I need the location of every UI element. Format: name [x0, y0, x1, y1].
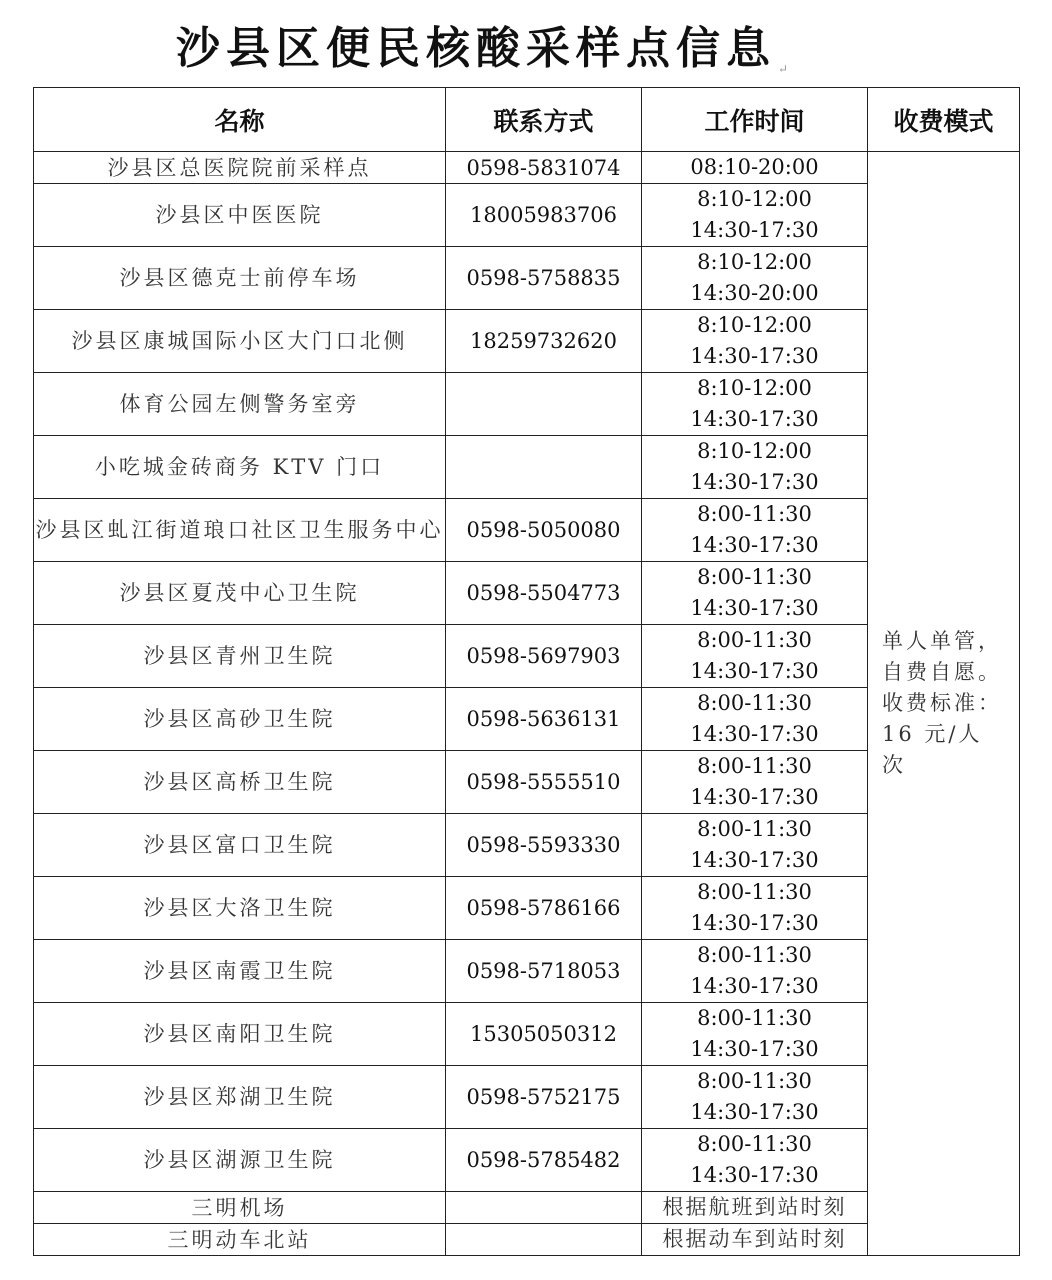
- hours-morning: 8:10-12:00: [697, 313, 812, 337]
- site-phone: [446, 373, 642, 436]
- site-name: 沙县区虬江街道琅口社区卫生服务中心: [34, 499, 446, 562]
- site-phone: 0598-5785482: [446, 1129, 642, 1192]
- hours-afternoon: 14:30-17:30: [690, 407, 819, 431]
- hours-afternoon: 14:30-17:30: [690, 974, 819, 998]
- site-phone: 18259732620: [446, 310, 642, 373]
- site-hours: [642, 877, 868, 940]
- site-phone: 15305050312: [446, 1003, 642, 1066]
- hours-morning: 8:00-11:30: [697, 1069, 812, 1093]
- hours-afternoon: 14:30-17:30: [690, 1163, 819, 1187]
- site-name: 沙县区青州卫生院: [34, 625, 446, 688]
- header-fee-mode: 收费模式: [868, 88, 1020, 152]
- site-name: 沙县区夏茂中心卫生院: [34, 562, 446, 625]
- hours-afternoon: 14:30-17:30: [690, 722, 819, 746]
- site-hours: [642, 1192, 868, 1224]
- site-hours: [642, 373, 868, 436]
- site-hours: [642, 1129, 868, 1192]
- hours-afternoon: 14:30-17:30: [690, 1037, 819, 1061]
- site-name: 沙县区湖源卫生院: [34, 1129, 446, 1192]
- site-name: 三明机场: [34, 1192, 446, 1224]
- hours-morning: 8:00-11:30: [697, 1132, 812, 1156]
- site-hours: [642, 1224, 868, 1256]
- site-phone: 0598-5555510: [446, 751, 642, 814]
- table-row: [34, 152, 1020, 184]
- site-name: 沙县区大洛卫生院: [34, 877, 446, 940]
- site-phone: 0598-5697903: [446, 625, 642, 688]
- site-name: 沙县区高桥卫生院: [34, 751, 446, 814]
- page-title-text: 沙县区便民核酸采样点信息: [175, 23, 776, 74]
- site-name: 体育公园左侧警务室旁: [34, 373, 446, 436]
- fee-mode-text: 单人单管，自费自愿。收费标准：16 元/人次: [882, 629, 1002, 777]
- table-header-row: [34, 88, 1020, 152]
- site-name: 三明动车北站: [34, 1224, 446, 1256]
- fee-mode-cell: [868, 152, 1020, 1256]
- site-phone: [446, 436, 642, 499]
- hours-morning: 8:00-11:30: [697, 565, 812, 589]
- hours-morning: 8:00-11:30: [697, 628, 812, 652]
- site-phone: 0598-5504773: [446, 562, 642, 625]
- site-hours: [642, 436, 868, 499]
- hours-morning: 8:10-12:00: [697, 187, 812, 211]
- hours-morning: 8:00-11:30: [697, 943, 812, 967]
- site-hours: [642, 152, 868, 184]
- site-hours: [642, 751, 868, 814]
- site-phone: 18005983706: [446, 184, 642, 247]
- site-phone: 0598-5636131: [446, 688, 642, 751]
- hours-afternoon: 14:30-17:30: [690, 785, 819, 809]
- header-contact: 联系方式: [446, 88, 642, 152]
- site-name: 小吃城金砖商务 KTV 门口: [34, 436, 446, 499]
- hours-afternoon: 14:30-17:30: [690, 659, 819, 683]
- site-hours: [642, 184, 868, 247]
- hours-morning: 8:00-11:30: [697, 1006, 812, 1030]
- site-name: 沙县区中医医院: [34, 184, 446, 247]
- hours-morning: 根据动车到站时刻: [662, 1227, 847, 1251]
- site-name: 沙县区南阳卫生院: [34, 1003, 446, 1066]
- site-hours: [642, 940, 868, 1003]
- site-name: 沙县区康城国际小区大门口北侧: [34, 310, 446, 373]
- hours-afternoon: 14:30-17:30: [690, 470, 819, 494]
- site-phone: 0598-5752175: [446, 1066, 642, 1129]
- site-hours: [642, 1003, 868, 1066]
- hours-morning: 8:00-11:30: [697, 691, 812, 715]
- page-title: [0, 12, 970, 76]
- hours-morning: 8:00-11:30: [697, 502, 812, 526]
- site-hours: [642, 310, 868, 373]
- site-hours: [642, 1066, 868, 1129]
- site-name: 沙县区总医院院前采样点: [34, 152, 446, 184]
- hours-morning: 8:10-12:00: [697, 439, 812, 463]
- hours-afternoon: 14:30-17:30: [690, 218, 819, 242]
- site-phone: 0598-5050080: [446, 499, 642, 562]
- hours-morning: 8:00-11:30: [697, 880, 812, 904]
- hours-morning: 根据航班到站时刻: [662, 1195, 847, 1219]
- hours-morning: 8:10-12:00: [697, 250, 812, 274]
- site-phone: 0598-5718053: [446, 940, 642, 1003]
- hours-afternoon: 14:30-20:00: [690, 281, 819, 305]
- hours-afternoon: 14:30-17:30: [690, 1100, 819, 1124]
- site-hours: [642, 562, 868, 625]
- site-phone: [446, 1224, 642, 1256]
- site-hours: [642, 688, 868, 751]
- sampling-sites-table: [33, 87, 1020, 1256]
- header-hours: 工作时间: [642, 88, 868, 152]
- site-name: 沙县区南霞卫生院: [34, 940, 446, 1003]
- header-name: 名称: [34, 88, 446, 152]
- hours-afternoon: 14:30-17:30: [690, 848, 819, 872]
- site-phone: 0598-5831074: [446, 152, 642, 184]
- site-hours: [642, 625, 868, 688]
- table-body: [34, 152, 1020, 1256]
- site-name: 沙县区郑湖卫生院: [34, 1066, 446, 1129]
- hours-afternoon: 14:30-17:30: [690, 596, 819, 620]
- site-name: 沙县区高砂卫生院: [34, 688, 446, 751]
- site-name: 沙县区德克士前停车场: [34, 247, 446, 310]
- hours-afternoon: 14:30-17:30: [690, 533, 819, 557]
- hours-morning: 8:00-11:30: [697, 817, 812, 841]
- site-hours: [642, 247, 868, 310]
- paragraph-mark-icon: ↵: [777, 62, 795, 76]
- hours-morning: 8:00-11:30: [697, 754, 812, 778]
- hours-afternoon: 14:30-17:30: [690, 344, 819, 368]
- site-phone: 0598-5786166: [446, 877, 642, 940]
- site-hours: [642, 814, 868, 877]
- hours-morning: 08:10-20:00: [690, 155, 819, 179]
- site-phone: 0598-5758835: [446, 247, 642, 310]
- site-hours: [642, 499, 868, 562]
- hours-afternoon: 14:30-17:30: [690, 911, 819, 935]
- hours-morning: 8:10-12:00: [697, 376, 812, 400]
- site-name: 沙县区富口卫生院: [34, 814, 446, 877]
- site-phone: [446, 1192, 642, 1224]
- site-phone: 0598-5593330: [446, 814, 642, 877]
